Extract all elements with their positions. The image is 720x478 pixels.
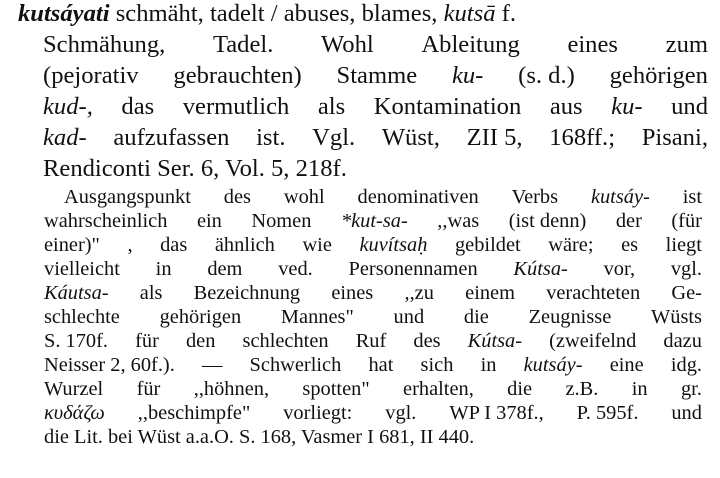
note-word: schlechte bbox=[44, 306, 120, 328]
main-word: ZII 5, bbox=[466, 124, 523, 151]
note-word: den bbox=[185, 330, 216, 352]
note-word: in bbox=[631, 378, 648, 400]
note-word: ein bbox=[196, 210, 222, 232]
gloss-text: schmäht, tadelt / abuses, blames, bbox=[115, 0, 438, 27]
note-word: Personennamen bbox=[348, 258, 478, 280]
main-line-3 bbox=[43, 62, 708, 90]
note-word: spotten" bbox=[302, 378, 370, 400]
note-word: Ausgangspunkt bbox=[64, 186, 191, 208]
note-word: in bbox=[480, 354, 497, 376]
lemma-headword: kutsáyati bbox=[18, 0, 110, 27]
note-word: schlechten bbox=[242, 330, 329, 352]
main-word: eines bbox=[567, 31, 618, 58]
note-line-8 bbox=[44, 354, 702, 377]
note-word: WP I 378f., bbox=[449, 402, 544, 424]
main-word: (s. d.) bbox=[518, 62, 575, 89]
note-word: verachteten bbox=[546, 282, 641, 304]
italic-term: Kútsa- bbox=[513, 258, 568, 280]
note-word: idg. bbox=[670, 354, 702, 376]
note-line-3 bbox=[44, 234, 702, 257]
main-word: Ableitung bbox=[421, 31, 520, 58]
main-word: Wohl bbox=[321, 31, 374, 58]
main-word: Ser. 6, bbox=[157, 155, 220, 182]
main-word: aus bbox=[549, 93, 583, 120]
note-line-6 bbox=[44, 306, 702, 329]
main-word: 218f. bbox=[295, 155, 347, 182]
main-word: als bbox=[317, 93, 346, 120]
note-word: Nomen bbox=[251, 210, 312, 232]
note-word: und bbox=[671, 402, 702, 424]
note-word: die bbox=[507, 378, 533, 400]
italic-term: *kut-sa- bbox=[340, 210, 408, 232]
main-word: Pisani, bbox=[641, 124, 708, 151]
italic-term: kuvítsaḥ bbox=[359, 234, 428, 256]
note-word: dem bbox=[207, 258, 243, 280]
note-word: gehörigen bbox=[159, 306, 242, 328]
italic-term: Kútsa- bbox=[467, 330, 523, 352]
main-line-2 bbox=[43, 31, 708, 59]
main-word: gebrauchten) bbox=[173, 62, 302, 89]
note-word: (zweifelnd bbox=[549, 330, 637, 352]
note-word: S. 170f. bbox=[44, 330, 109, 352]
note-word: erhalten, bbox=[403, 378, 474, 400]
note-word: liegt bbox=[665, 234, 702, 256]
note-word: ,,was bbox=[437, 210, 480, 232]
note-word: eines bbox=[331, 282, 374, 304]
main-word: Schmähung, bbox=[43, 31, 166, 58]
main-line-5 bbox=[43, 124, 708, 152]
note-word: gr. bbox=[680, 378, 702, 400]
main-word: Kontamination bbox=[373, 93, 522, 120]
note-word: gebildet bbox=[454, 234, 521, 256]
note-word: einer)" bbox=[44, 234, 100, 256]
main-word: Vgl. bbox=[312, 124, 356, 151]
note-word: Bezeichnung bbox=[193, 282, 301, 304]
note-line-11 bbox=[44, 426, 474, 449]
main-word: Tadel. bbox=[212, 31, 274, 58]
note-line-4 bbox=[44, 258, 702, 281]
main-word: (pejorativ bbox=[43, 62, 139, 89]
note-word: für bbox=[136, 378, 161, 400]
note-word: Wüsts bbox=[651, 306, 702, 328]
note-word: ,,beschimpfe" bbox=[137, 402, 251, 424]
main-word: vermutlich bbox=[182, 93, 290, 120]
main-word: Vol. 5, bbox=[224, 155, 290, 182]
main-word: ist. bbox=[256, 124, 286, 151]
note-word: Neisser 2, 60f.). bbox=[44, 354, 175, 376]
main-word: gehörigen bbox=[609, 62, 708, 89]
note-word: ved. bbox=[278, 258, 313, 280]
note-word: (für bbox=[671, 210, 702, 232]
note-word: wie bbox=[302, 234, 332, 256]
greek-term: κυδάζω bbox=[44, 402, 105, 424]
italic-term: kutsáy- bbox=[523, 354, 583, 376]
note-word: , bbox=[127, 234, 133, 256]
italic-term: kud-, bbox=[43, 93, 93, 120]
note-word: denominativen bbox=[357, 186, 479, 208]
main-line-1 bbox=[18, 0, 516, 28]
note-word: Mannes" bbox=[280, 306, 354, 328]
note-word: des bbox=[223, 186, 251, 208]
note-word: Wurzel bbox=[44, 378, 104, 400]
note-word: eine bbox=[609, 354, 644, 376]
grammar-tag: f. bbox=[501, 0, 516, 27]
note-word: Ge- bbox=[671, 282, 702, 304]
note-line-10 bbox=[44, 402, 702, 425]
italic-term: Káutsa- bbox=[44, 282, 109, 304]
note-word: ähnlich bbox=[214, 234, 275, 256]
note-word: ,,höhnen, bbox=[193, 378, 270, 400]
note-word: die bbox=[463, 306, 489, 328]
main-word: aufzufassen bbox=[113, 124, 230, 151]
note-word: wohl bbox=[283, 186, 325, 208]
note-word: z.B. bbox=[565, 378, 599, 400]
italic-term: kad- bbox=[43, 124, 87, 151]
note-word: ist bbox=[682, 186, 702, 208]
note-word: einem bbox=[465, 282, 515, 304]
note-text: die Lit. bei Wüst a.a.O. S. 168, Vasmer I 681, II 440. bbox=[44, 426, 475, 448]
note-word: hat bbox=[368, 354, 394, 376]
italic-term: ku- bbox=[611, 93, 643, 120]
note-line-7 bbox=[44, 330, 702, 353]
note-word: Ruf bbox=[355, 330, 387, 352]
main-word: 168ff.; bbox=[549, 124, 616, 151]
main-word: das bbox=[121, 93, 155, 120]
note-word: Schwerlich bbox=[249, 354, 342, 376]
note-word: in bbox=[155, 258, 172, 280]
note-line-9 bbox=[44, 378, 702, 401]
note-word: vgl. bbox=[670, 258, 702, 280]
note-word: für bbox=[135, 330, 159, 352]
note-word: sich bbox=[420, 354, 454, 376]
note-word: Zeugnisse bbox=[528, 306, 612, 328]
italic-term: ku- bbox=[451, 62, 484, 89]
note-word: wäre; bbox=[548, 234, 594, 256]
note-word: es bbox=[621, 234, 639, 256]
main-word: zum bbox=[665, 31, 708, 58]
note-word: ,,zu bbox=[404, 282, 434, 304]
note-line-1 bbox=[64, 186, 702, 209]
note-word: P. 595f. bbox=[576, 402, 639, 424]
note-word: das bbox=[160, 234, 188, 256]
main-word: und bbox=[671, 93, 708, 120]
note-word: dazu bbox=[663, 330, 702, 352]
main-word: Wüst, bbox=[381, 124, 440, 151]
main-line-6 bbox=[43, 155, 347, 183]
note-word: Verbs bbox=[511, 186, 559, 208]
note-word: als bbox=[139, 282, 163, 304]
main-line-4 bbox=[43, 93, 708, 121]
note-word: vgl. bbox=[385, 402, 417, 424]
note-line-2 bbox=[44, 210, 702, 233]
note-word: vorliegt: bbox=[283, 402, 353, 424]
note-word: und bbox=[393, 306, 425, 328]
note-word: wahrscheinlich bbox=[44, 210, 168, 232]
note-word: — bbox=[201, 354, 223, 376]
main-word: Stamme bbox=[336, 62, 418, 89]
main-word: Rendiconti bbox=[43, 155, 151, 182]
note-word: des bbox=[413, 330, 441, 352]
note-word: (ist denn) bbox=[508, 210, 587, 232]
note-word: vielleicht bbox=[44, 258, 120, 280]
italic-term: kutsā bbox=[443, 0, 496, 27]
italic-term: kutsáy- bbox=[590, 186, 650, 208]
note-line-5 bbox=[44, 282, 702, 305]
note-word: vor, bbox=[603, 258, 636, 280]
note-word: der bbox=[615, 210, 642, 232]
